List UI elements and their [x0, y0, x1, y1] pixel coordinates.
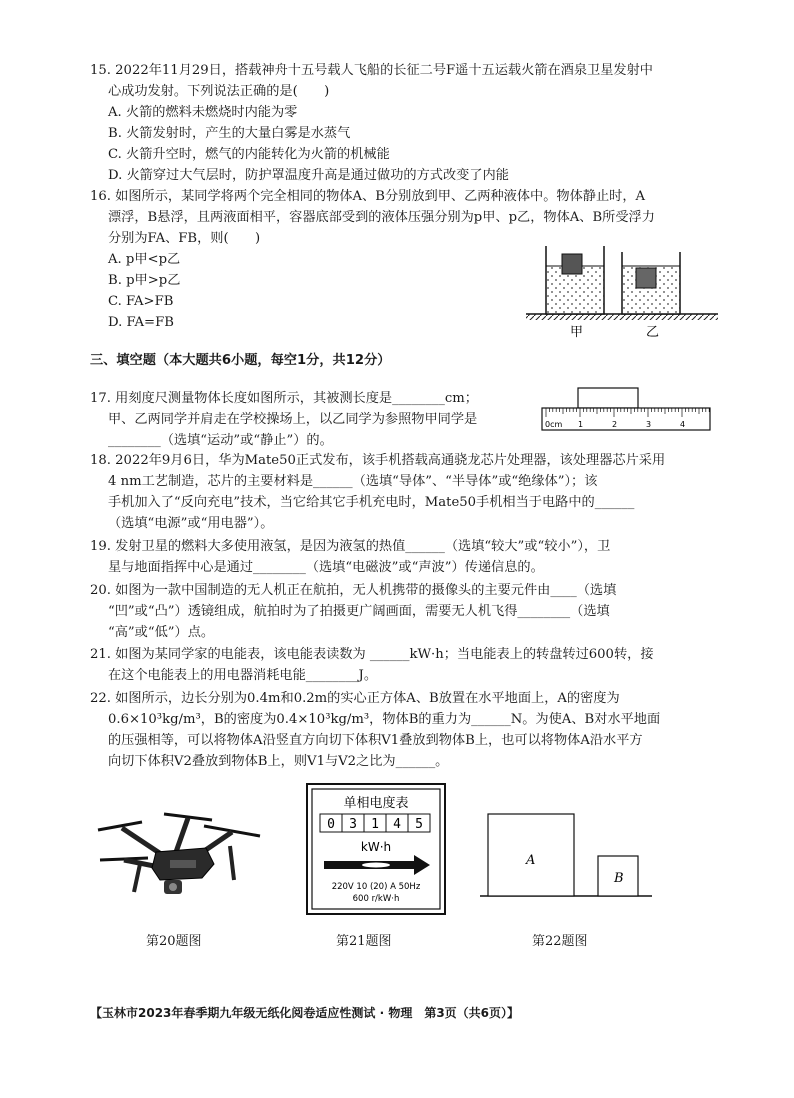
- q15-option: B. 火箭发射时，产生的大量白雾是水蒸气: [108, 126, 351, 141]
- q22-line: 向切下体积V2叠放到物体B上，则V1与V2之比为______。: [108, 754, 449, 769]
- question-20: [90, 580, 730, 643]
- q18-line: 手机加入了“反向充电”技术，当它给其它手机充电时，Mate50手机相当于电路中的______: [108, 495, 635, 510]
- meter-digit: 5: [415, 817, 423, 832]
- q17-ruler-figure: [540, 384, 712, 434]
- q21-line: 在这个电能表上的用电器消耗电能________J。: [108, 668, 378, 683]
- fig16-label-jia: 甲: [570, 325, 584, 340]
- q19-line: 星与地面指挥中心是通过________（选填“电磁波”或“声波”）传递信息的。: [108, 560, 544, 575]
- ruler-label-3: 3: [646, 420, 652, 429]
- drone-figure: [94, 808, 264, 908]
- caption-fig22: 第22题图: [532, 934, 588, 949]
- meter-spec-1: 220V 10 (20) A 50Hz: [331, 882, 421, 892]
- question-18: [90, 450, 730, 534]
- q22-line: 22. 如图所示，边长分别为0.4m和0.2m的实心正方体A、B放置在水平地面上，A的密度为: [90, 691, 620, 706]
- q16-line: 16. 如图所示，某同学将两个完全相同的物体A、B分别放到甲、乙两种液体中。物体静止时，A: [90, 189, 646, 204]
- q18-line: 4 nm工艺制造，芯片的主要材料是______（选填“导体”、“半导体”或“绝缘体”）；该: [108, 474, 598, 489]
- q15-option: D. 火箭穿过大气层时，防护罩温度升高是通过做功的方式改变了内能: [108, 168, 509, 183]
- cube-a-label: A: [526, 853, 536, 868]
- fig16-label-yi: 乙: [646, 325, 660, 340]
- q20-line: “高”或“低”）点。: [108, 625, 215, 640]
- q16-option: A. p甲<p乙: [108, 252, 181, 267]
- q15-option: C. 火箭升空时，燃气的内能转化为火箭的机械能: [108, 147, 390, 162]
- q15-line: 心成功发射。下列说法正确的是( ): [108, 84, 330, 99]
- q17-line: 17. 用刻度尺测量物体长度如图所示，其被测长度是________cm；: [90, 391, 478, 406]
- caption-fig20: 第20题图: [146, 934, 202, 949]
- cubes-figure: [476, 808, 656, 900]
- question-19: [90, 536, 730, 578]
- q20-line: 20. 如图为一款中国制造的无人机正在航拍，无人机携带的摄像头的主要元件由____（选填: [90, 583, 617, 598]
- q16-line: 漂浮，B悬浮，且两液面相平，容器底部受到的液体压强分别为p甲、p乙，物体A、B所受浮力: [108, 210, 655, 225]
- caption-fig21: 第21题图: [336, 934, 392, 949]
- meter-digit: 0: [327, 817, 335, 832]
- section-3-heading: 三、填空题（本大题共6小题，每空1分，共12分）: [90, 353, 391, 368]
- q18-line: 18. 2022年9月6日，华为Mate50正式发布，该手机搭载高通骁龙芯片处理器，该处理器芯片采用: [90, 453, 666, 468]
- question-21: [90, 644, 730, 686]
- q15-line: 15. 2022年11月29日，搭载神舟十五号载人飞船的长征二号F遥十五运载火箭在酒泉卫星发射中: [90, 63, 653, 78]
- q15-option: A. 火箭的燃料未燃烧时内能为零: [108, 105, 298, 120]
- q16-option: D. FA=FB: [108, 315, 174, 330]
- q22-line: 的压强相等，可以将物体A沿竖直方向切下体积V1叠放到物体B上，也可以将物体A沿水平方: [108, 733, 643, 748]
- ruler-label-4: 4: [680, 420, 686, 429]
- ruler-label-0: 0cm: [545, 420, 563, 429]
- meter-digit: 3: [349, 817, 357, 832]
- ruler-label-1: 1: [578, 420, 584, 429]
- meter-spec-2: 600 r/kW·h: [352, 894, 400, 904]
- meter-digit: 1: [371, 817, 379, 832]
- ruler-label-2: 2: [612, 420, 618, 429]
- q20-line: “凹”或“凸”）透镜组成，航拍时为了拍摄更广阔画面，需要无人机飞得________（选填: [108, 604, 610, 619]
- q19-line: 19. 发射卫星的燃料大多使用液氢，是因为液氢的热值______（选填“较大”或“较小”），卫: [90, 539, 611, 554]
- q16-option: B. p甲>p乙: [108, 273, 181, 288]
- q21-line: 21. 如图为某同学家的电能表，该电能表读数为 ______kW·h；当电能表上的转盘转过600转，接: [90, 647, 654, 662]
- meter-figure: [306, 783, 446, 915]
- cube-b-label: B: [614, 871, 624, 886]
- meter-title: 单相电度表: [343, 796, 409, 811]
- page-footer: 【玉林市2023年春季期九年级无纸化阅卷适应性测试 · 物理 第3页（共6页）】: [90, 1006, 520, 1020]
- question-22: [90, 688, 730, 772]
- q16-line: 分别为FA、FB，则( ): [108, 231, 261, 246]
- q22-line: 0.6×10³kg/m³，B的密度为0.4×10³kg/m³，物体B的重力为______N。为使A、B对水平地面: [108, 712, 661, 727]
- q16-option: C. FA>FB: [108, 294, 174, 309]
- q17-line: ________（选填“运动”或“静止”）的。: [108, 433, 333, 448]
- q17-line: 甲、乙两同学并肩走在学校操场上，以乙同学为参照物甲同学是: [108, 412, 478, 427]
- question-15: [90, 60, 730, 186]
- meter-digit: 4: [393, 817, 401, 832]
- q16-figure: [522, 238, 722, 346]
- q18-line: （选填“电源”或“用电器”）。: [108, 516, 274, 531]
- meter-unit: kW·h: [360, 840, 392, 854]
